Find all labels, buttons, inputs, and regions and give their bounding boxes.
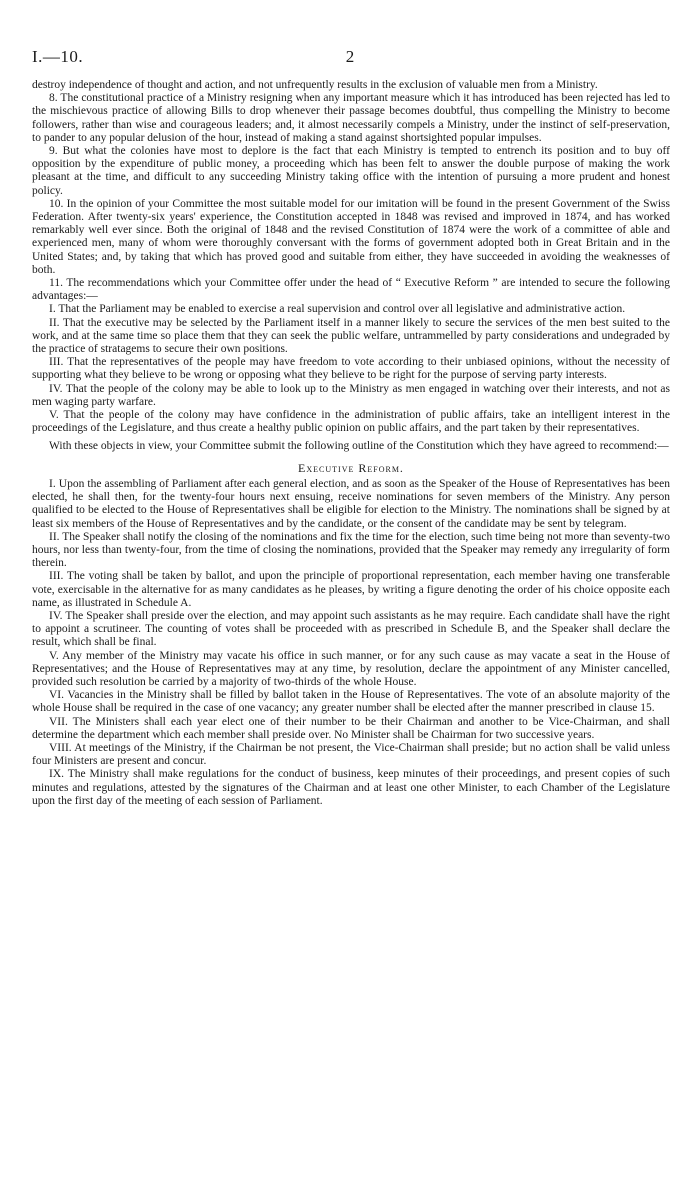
clause-6: VI. Vacancies in the Ministry shall be filled by ballot taken in the House of Representatives. The vote of an absolute majority of the whole House shall be required in the case of one vacancy; any greater number shall be elected after the manner prescribed in clause 15. [32, 689, 670, 715]
paragraph-continuation: destroy independence of thought and action, and not unfrequently results in the exclusion of valuable men from a Ministry. [32, 79, 598, 91]
document-body [32, 79, 670, 808]
advantage-1: I. That the Parliament may be enabled to exercise a real supervision and control over all legislative and administrative action. [49, 303, 626, 316]
paragraph-10: 10. In the opinion of your Committee the most suitable model for our imitation will be found in the present Government of the Swiss Federation. After twenty-six years' experience, the Constitution accepted in 1848 was revised and improved in 1874, and has worked remarkably well ever since. Both the original of 1848 and the revised Constitution of 1874 were the work of a committee of able and experienced men, many of whom were thoroughly conversant with the forms of government adopted both in Great Britain and in the United States; and, by taking that which has proved good and suitable from either, they have succeeded in avoiding the weaknesses of both. [32, 197, 670, 276]
advantage-4: IV. That the people of the colony may be able to look up to the Ministry as men engaged in watching over their interests, and not as men waging party warfare. [32, 382, 670, 408]
clause-1: I. Upon the assembling of Parliament after each general election, and as soon as the Speaker of the House of Representatives has been elected, he shall then, for the twenty-four hours next ensuing, receive nominations for seven members of the Ministry. Any person qualified to be elected to the House of Representatives shall be eligible for election to the Ministry. The nominations shall be signed by at least six members of the House of Representatives and by the candidate, or the consent of the candidate may be sent by telegram. [32, 477, 670, 530]
clause-9: IX. The Ministry shall make regulations for the conduct of business, keep minutes of their proceedings, and present copies of such minutes and regulations, attested by the signatures of the Chairman and at least one other Minister, to each Chamber of the Legislature upon the first day of the meeting of each session of Parliament. [32, 768, 670, 807]
clause-7: VII. The Ministers shall each year elect one of their number to be their Chairman and another to be Vice-Chairman, and shall determine the department which each member shall preside over. No Minister shall be Chairman for two successive years. [32, 715, 670, 741]
page-number: 2 [345, 47, 355, 66]
clause-4: IV. The Speaker shall preside over the election, and may appoint such assistants as he may require. Each candidate shall have the right to appoint a scrutineer. The counting of votes shall be proceeded with as prescribed in Schedule B, and the Speaker shall declare the result, which shall be final. [32, 609, 670, 649]
advantage-5: V. That the people of the colony may have confidence in the administration of public affairs, take an intelligent interest in the proceedings of the Legislature, and thus create a healthy public opinion on public affairs, and the part taken by their representatives. [32, 409, 670, 435]
paragraph-9: 9. But what the colonies have most to deplore is the fact that each Ministry is tempted to entrench its position and to buy off opposition by the expenditure of public money, a proceeding which has been felt to answer the double purpose of making the work pleasant at the time, and difficult to any succeeding Ministry taking office with the intention of pursuing a more prudent and honest policy. [32, 145, 670, 197]
section-heading: Executive Reform. [298, 460, 404, 475]
clause-8: VIII. At meetings of the Ministry, if the Chairman be not present, the Vice-Chairman shall preside; but no action shall be valid unless four Ministers are present and concur. [32, 741, 670, 768]
advantage-3: III. That the representatives of the people may have freedom to vote according to their unbiased opinions, without the necessity of supporting what they believe to be wrong or opposing what they believe to be right for the purpose of serving party interests. [32, 356, 670, 382]
clause-5: V. Any member of the Ministry may vacate his office in such manner, or for any such cause as may vacate a seat in the House of Representatives; and the House of Representatives may at any time, by resolution, declare the appointment of any Minister cancelled, provided such resolution be carried by a majority of two-thirds of the whole House. [32, 649, 670, 688]
advantage-2: II. That the executive may be selected by the Parliament itself in a manner likely to secure the services of the men best suited to the work, and at the same time so place them that they can seek the public welfare, untrammelled by party considerations and undegraded by the practice of stratagems to secure their own positions. [32, 316, 670, 356]
clause-3: III. The voting shall be taken by ballot, and upon the principle of proportional representation, each member having one transferable vote, exercisable in the alternative for as many candidates as he pleases, by writing a figure denoting the order of his choice opposite each name, as illustrated in Schedule A. [32, 570, 670, 609]
paragraph-11: 11. The recommendations which your Committee offer under the head of “ Executive Reform ” are intended to secure the following advantages:— [32, 277, 670, 303]
clause-2: II. The Speaker shall notify the closing of the nominations and fix the time for the election, such time being not more than seventy-two hours, nor less than twenty-four, from the time of closing the nominations, provided that the Speaker may remedy any irregularity of form therein. [32, 530, 670, 570]
transition-paragraph: With these objects in view, your Committee submit the following outline of the Constitution which they have agreed to recommend:— [49, 440, 669, 453]
paragraph-8: 8. The constitutional practice of a Ministry resigning when any important measure which it has introduced has been rejected has led to the mischievous practice of allowing Bills to drop whenever their passage becomes doubtful, thus compelling the Ministry to become followers, rather than wise and courageous leaders; and, it almost necessarily compels a Ministry, under the instinct of self-preservation, to pander to any popular delusion of the hour, instead of making a stand against shortsighted popular impulses. [32, 92, 670, 144]
paper-reference: I.—10. [32, 47, 84, 66]
